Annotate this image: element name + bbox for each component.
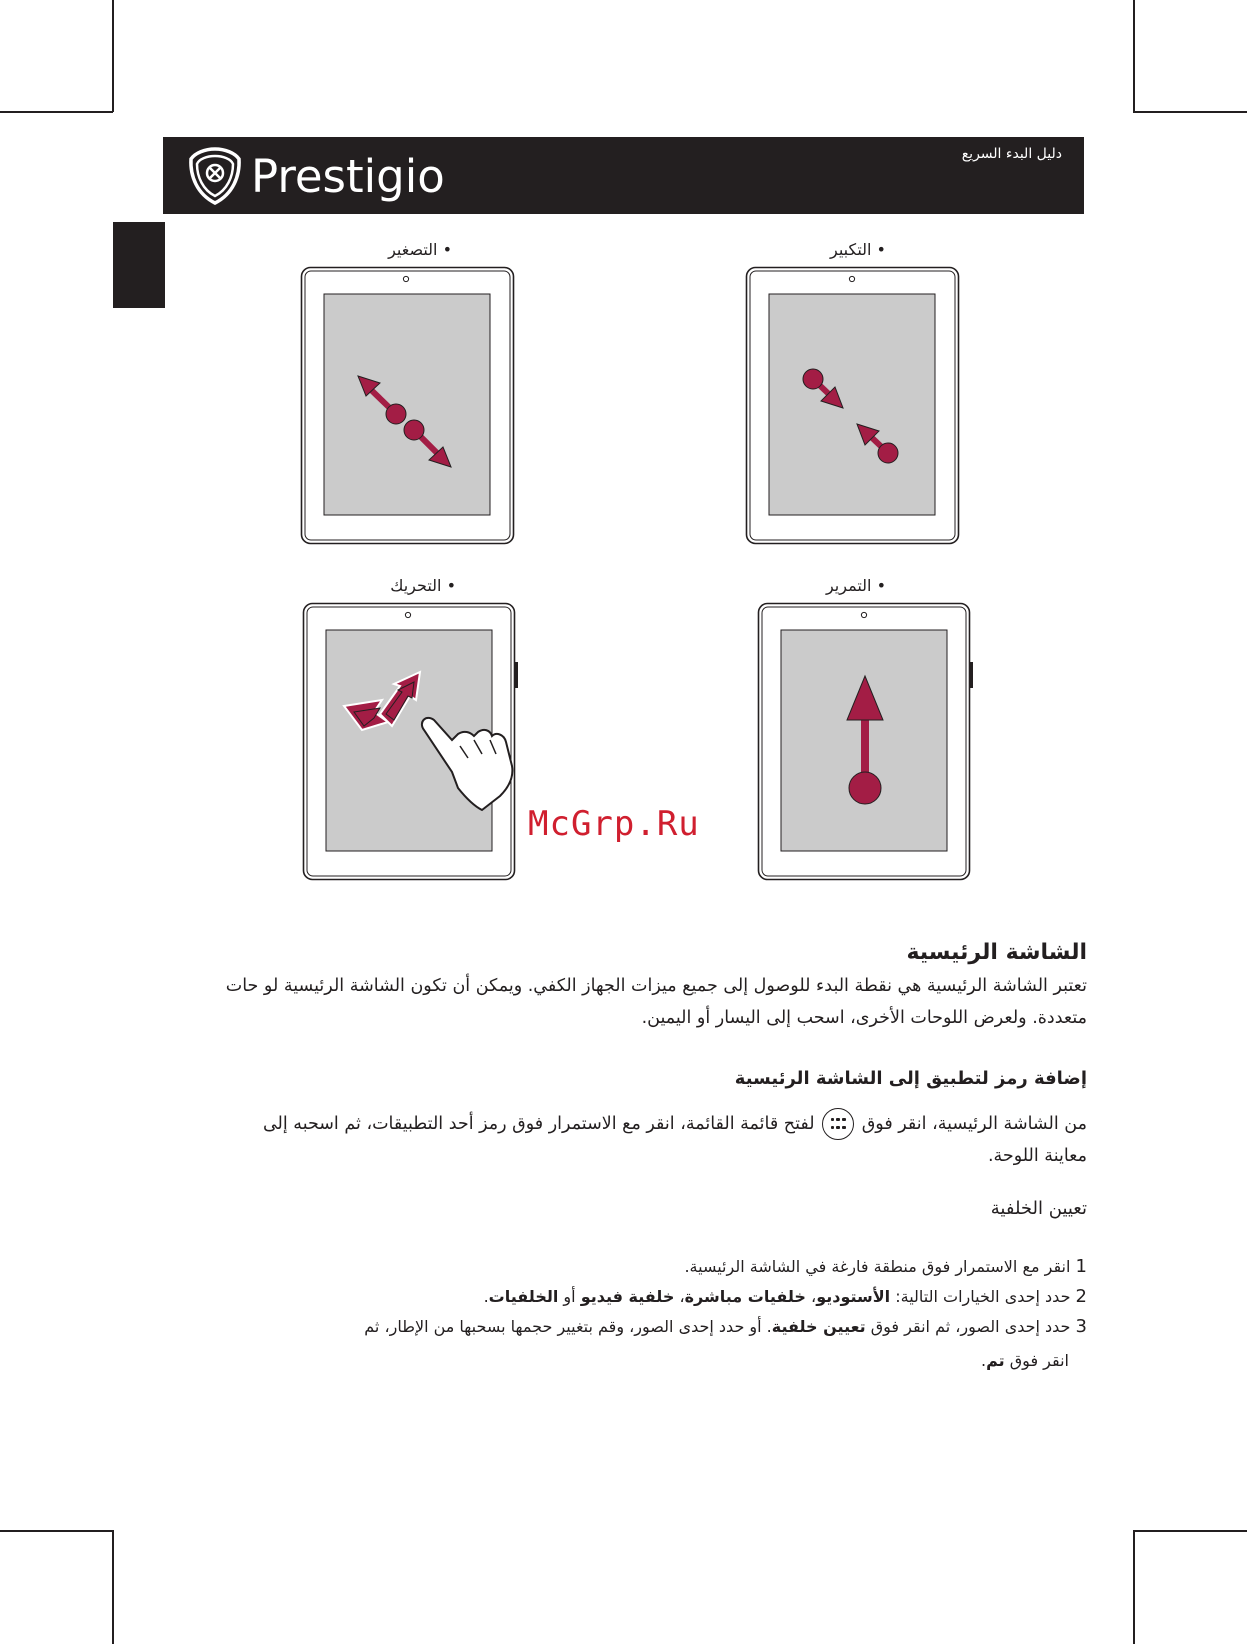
gesture-label-zoom-in: • التكبير [830,240,886,259]
prestigio-shield-icon [187,146,243,206]
step-number: 2 [1075,1286,1087,1307]
brand-logo [187,145,445,207]
gesture-label-zoom-out: • التصغير [388,240,452,259]
step-text: حدد إحدى الصور، ثم انقر فوق [865,1317,1071,1336]
wallpaper-steps [247,1252,1087,1376]
crop-mark [1133,1530,1135,1644]
step-number: 1 [1075,1256,1087,1277]
tablet-scroll [757,602,975,882]
guide-title: دليل البدء السريع [961,146,1062,162]
separator: . [981,1351,987,1370]
step-number: 3 [1075,1316,1087,1337]
section-heading-wallpaper: تعيين الخلفية [990,1198,1087,1219]
gesture-label-drag: • التحريك [390,576,456,595]
list-item [247,1312,1087,1342]
list-item [247,1252,1087,1282]
tablet-zoom-in [745,266,960,545]
add-icon-text-after: لفتح قائمة القائمة، انقر مع الاستمرار فوق رمز أحد التطبيقات، ثم اسحبه إلى معاينة اللوحة. [262,1114,1087,1166]
watermark: McGrp.Ru [528,804,700,844]
add-icon-paragraph [247,1108,1087,1172]
crop-mark [0,111,113,113]
step-text: انقر فوق [1004,1351,1069,1370]
separator: أو [558,1287,581,1306]
crop-mark [0,1530,113,1532]
tablet-drag [302,602,520,882]
option-wallpapers: الخلفيات [488,1287,559,1306]
list-item [247,1346,1087,1376]
side-tab [113,222,165,308]
separator: ، [805,1287,817,1306]
step-text: حدد إحدى الخيارات التالية: [890,1287,1071,1306]
step-text: . أو حدد إحدى الصور، وقم بتغيير حجمها بسحبها من الإطار، ثم [364,1317,772,1336]
option-live-wallpapers: خلفيات مباشرة [684,1287,806,1306]
step-text: انقر مع الاستمرار فوق منطقة فارغة في الشاشة الرئيسية. [684,1257,1071,1276]
crop-mark [112,1530,114,1644]
header-bar [163,137,1084,214]
add-icon-text-before: من الشاشة الرئيسية، انقر فوق [861,1114,1087,1134]
gesture-label-scroll: • التمرير [825,576,886,595]
apps-grid-icon [822,1108,854,1140]
crop-mark [1133,1530,1247,1532]
done-label: تم [986,1351,1005,1370]
crop-mark [112,0,114,112]
crop-mark [1133,111,1247,113]
separator: . [483,1287,489,1306]
option-video-wallpaper: خلفية فيديو [580,1287,675,1306]
home-paragraph: تعتبر الشاشة الرئيسية هي نقطة البدء للوصول إلى جميع ميزات الجهاز الكفي. ويمكن أن تكون الشاشة الرئيسية لو حات متعددة. ولعرض اللوحات الأخرى، اسحب إلى اليسار أو اليمين. [225,976,1087,1028]
crop-mark [1133,0,1135,112]
brand-name: Prestigio [251,149,445,203]
separator: ، [674,1287,685,1306]
section-heading-add-icon: إضافة رمز لتطبيق إلى الشاشة الرئيسية [734,1068,1087,1089]
list-item [247,1282,1087,1312]
set-wallpaper-label: تعيين خلفية [771,1317,866,1336]
option-gallery: الأستوديو [816,1287,891,1306]
section-heading-home: الشاشة الرئيسية [906,940,1087,965]
tablet-zoom-out [300,266,515,545]
